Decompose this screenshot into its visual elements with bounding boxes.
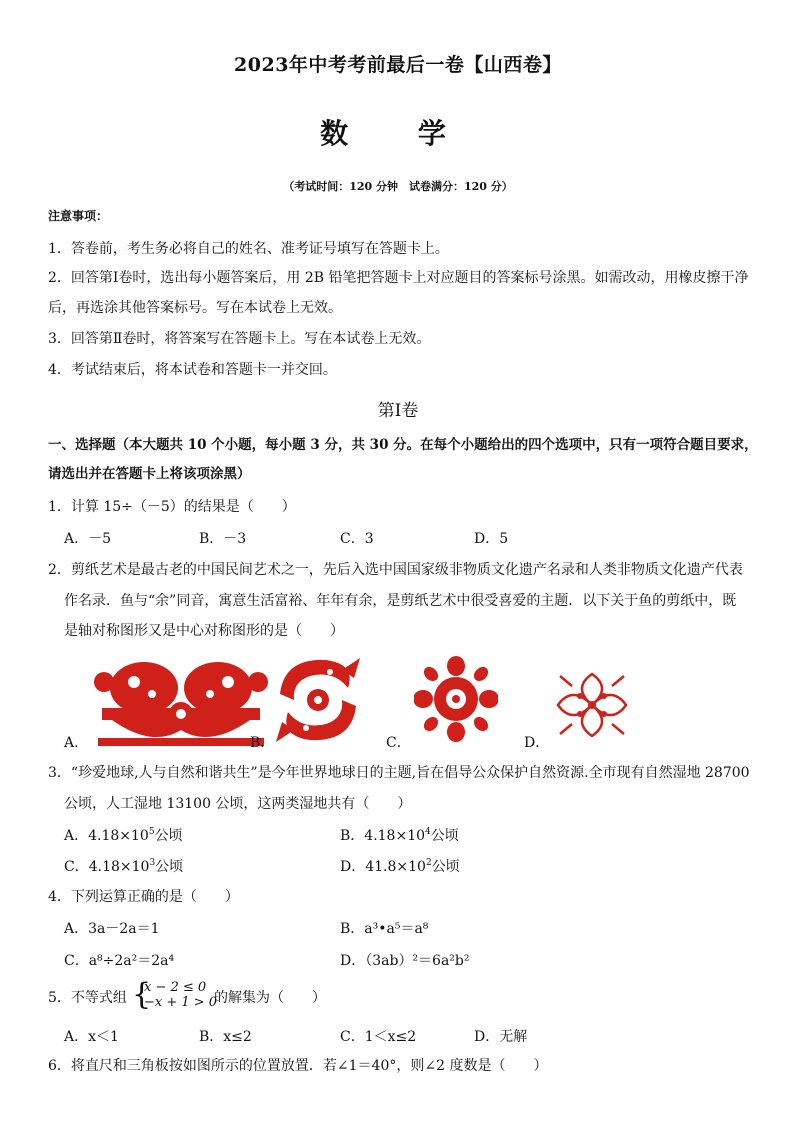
question-2-stem: 2．剪纸艺术是最古老的中国民间艺术之一，先后入选中国国家级非物质文化遗产名录和人类非物质文化遗产代表 [48,562,743,578]
q5-option-d: D．无解 [474,1029,528,1045]
inequality-2: −x + 1 > 0 [144,995,218,1010]
notice-item: 1．答卷前，考生务必将自己的姓名、准考证号填写在答题卡上。 [48,241,449,257]
q5-option-c: C．1＜x≤2 [340,1029,417,1045]
q3-option-c: C．$4.18\times 10^3$公顷 [64,858,184,875]
notice-item: 3．回答第Ⅱ卷时，将答案写在答题卡上。写在本试卷上无效。 [48,331,431,347]
question-2-stem: 是轴对称图形又是中心对称图形的是（ ） [64,623,344,639]
q4-option-d: D．（3ab）²＝6a²b² [340,953,470,969]
question-3-stem: 3．“珍爱地球,人与自然和谐共生”是今年世界地球日的主题,旨在倡导公众保护自然资源.全市现有自然湿地 28700 [48,765,750,781]
q4-option-c: C．a⁸÷2a²＝2a⁴ [64,953,175,969]
q5-option-a: A．x＜1 [64,1029,119,1045]
papercut-a-image [92,652,270,748]
q2-option-a: A． [64,735,89,751]
question-4-stem: 4．下列运算正确的是（ ） [48,889,239,905]
question-2-stem: 作名录．鱼与“余”同音，寓意生活富裕、年年有余，是剪纸艺术中很受喜爱的主题．以下关于鱼的剪纸中，既 [64,593,737,609]
notice-item: 4．考试结束后，将本试卷和答题卡一并交回。 [48,362,337,378]
q5-option-b: B．x≤2 [199,1029,252,1045]
question-6-stem: 6．将直尺和三角板按如图所示的位置放置．若∠1＝40°，则∠2 度数是（ ） [48,1058,548,1074]
section-instruction: 一、选择题（本大题共 10 个小题，每小题 3 分，共 30 分。在每个小题给出的四个选项中，只有一项符合题目要求， [48,437,758,453]
papercut-c-image [414,656,498,742]
system-brace: { [132,977,152,1012]
q1-option-c: C．3 [340,531,374,547]
q4-option-a: A．3a－2a＝1 [64,921,160,937]
question-1-stem: 1．计算 15÷（－5）的结果是（ ） [48,499,296,515]
q2-option-c: C． [386,735,411,751]
question-5-stem-suffix: 的解集为（ ） [214,990,326,1006]
notice-item: 2．回答第Ⅰ卷时，选出每小题答案后，用 2B 铅笔把答题卡上对应题目的答案标号涂黑。如需改动，用橡皮擦干净 [48,270,749,286]
question-5-stem-prefix: 5．不等式组 [48,990,127,1006]
q1-option-a: A．－5 [64,531,112,547]
q3-option-d: D．$41.8\times 10^2$公顷 [340,858,460,875]
q3-option-b: B．$4.18\times 10^4$公顷 [340,827,459,844]
papercut-b-image [274,654,362,746]
q2-option-d: D． [524,735,550,751]
subject-title: 数 学 [320,117,476,150]
q1-option-b: B．－3 [199,531,247,547]
q4-option-b: B．a³•a⁵＝a⁸ [340,921,429,937]
question-3-stem: 公顷，人工湿地 13100 公顷，这两类湿地共有（ ） [64,796,412,812]
notice-heading: 注意事项： [48,209,109,223]
section-title: 第Ⅰ卷 [377,401,419,421]
exam-title: 2023年中考考前最后一卷【山西卷】 [234,54,562,76]
papercut-d-image [552,668,632,742]
q1-option-d: D．5 [474,531,509,547]
inequality-1: x − 2 ≤ 0 [144,980,207,995]
section-instruction: 请选出并在答题卡上将该项涂黑） [48,466,251,482]
q3-option-a: A．$4.18\times 10^5$公顷 [64,827,183,844]
exam-info: （考试时间：120 分钟 试卷满分：120 分） [283,180,513,193]
notice-item: 后，再选涂其他答案标号。写在本试卷上无效。 [48,300,342,316]
q2-option-b: B． [250,735,275,751]
